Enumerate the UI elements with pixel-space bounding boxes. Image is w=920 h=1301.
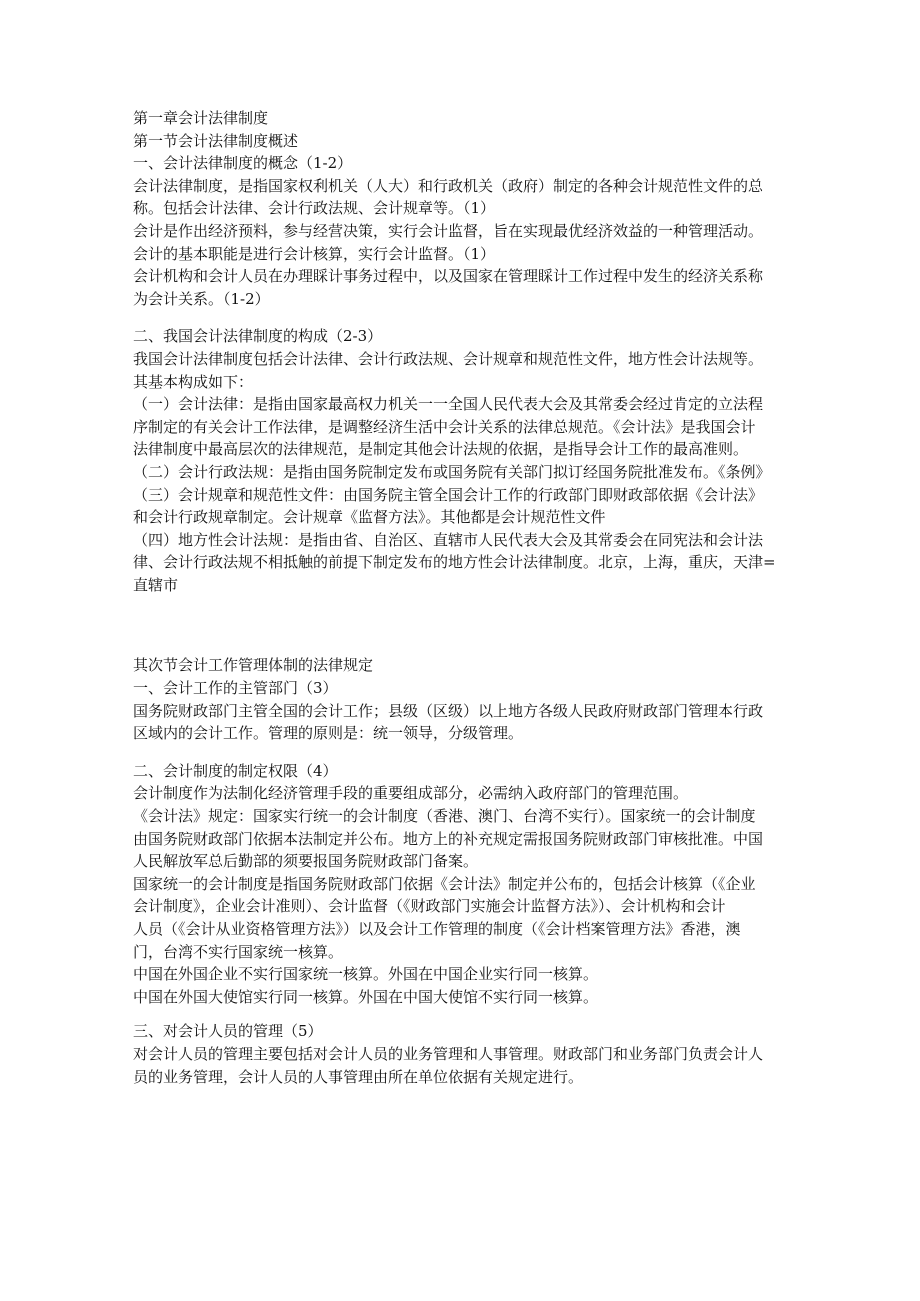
- paragraph-line: 对会计人员的管理主要包括对会计人员的业务管理和人事管理。财政部门和业务部门负责会计人: [133, 1044, 764, 1063]
- paragraph-line: 人民解放军总后勤部的须要报国务院财政部门备案。: [133, 852, 479, 871]
- chapter-title: 第一章会计法律制度: [133, 109, 269, 127]
- paragraph-line: 员的业务管理，会计人员的人事管理由所在单位依据有关规定进行。: [133, 1067, 584, 1086]
- paragraph-line: 中国在外国企业不实行国家统一核算。外国在中国企业实行同一核算。: [133, 965, 599, 984]
- paragraph-line: 序制定的有关会计工作法律，是调整经济生活中会计关系的法律总规范。《会计法》是我国会计: [133, 417, 756, 436]
- paragraph-line: （四）地方性会计法规：是指由省、自治区、直辖市人民代表大会及其常委会在同宪法和会计法: [133, 530, 764, 549]
- paragraph-line: 为会计关系。（1-2）: [133, 289, 270, 308]
- paragraph-line: 法律制度中最高层次的法律规范，是制定其他会计法规的依据，是指导会计工作的最高准则。: [133, 440, 749, 459]
- subsection-heading: 三、对会计人员的管理（5）: [133, 1022, 323, 1041]
- paragraph-line: 律、会计行政法规不相抵触的前提下制定发布的地方性会计法律制度。北京，上海，重庆，天津=: [133, 553, 776, 572]
- paragraph-line: 《会计法》规定：国家实行统一的会计制度（香港、澳门、台湾不实行）。国家统一的会计制度: [133, 807, 756, 826]
- paragraph-line: 中国在外国大使馆实行同一核算。外国在中国大使馆不实行同一核算。: [133, 987, 599, 1006]
- paragraph-line: 我国会计法律制度包括会计法律、会计行政法规、会计规章和规范性文件，地方性会计法规等。: [133, 349, 764, 368]
- paragraph-line: 会计的基本职能是进行会计核算，实行会计监督。（1）: [133, 244, 496, 263]
- paragraph-line: 会计机构和会计人员在办理睬计事务过程中，以及国家在管理睬计工作过程中发生的经济关系称: [133, 267, 764, 286]
- subsection-heading: 二、我国会计法律制度的构成（2-3）: [133, 327, 383, 346]
- paragraph-line: 门，台湾不实行国家统一核算。: [133, 942, 344, 961]
- paragraph-line: 会计是作出经济预料，参与经营决策，实行会计监督，旨在实现最优经济效益的一种管理活动。: [133, 221, 764, 240]
- paragraph-line: 称。包括会计法律、会计行政法规、会计规章等。（1）: [133, 199, 496, 218]
- paragraph-line: 会计法律制度，是指国家权利机关（人大）和行政机关（政府）制定的各种会计规范性文件的总: [133, 176, 764, 195]
- paragraph-line: 人员（《会计从业资格管理方法》）以及会计工作管理的制度（《会计档案管理方法》香港，澳: [133, 920, 741, 938]
- paragraph-line: （二）会计行政法规：是指由国务院制定发布或国务院有关部门拟订经国务院批准发布。《条例》: [133, 462, 771, 481]
- paragraph-line: 和会计行政规章制定。会计规章《监督方法》。其他都是会计规范性文件: [133, 508, 606, 527]
- document-body: [133, 107, 793, 1088]
- spacer: [133, 596, 793, 654]
- paragraph-line: 会计制度》，企业会计准则）、会计监督（《财政部门实施会计监督方法》）、会计机构和会计: [133, 897, 726, 916]
- paragraph-line: 国家统一的会计制度是指国务院财政部门依据《会计法》制定并公布的，包括会计核算（《企业: [133, 874, 756, 893]
- section-title: 其次节会计工作管理体制的法律规定: [133, 656, 374, 675]
- paragraph-line: （三）会计规章和规范性文件：由国务院主管全国会计工作的行政部门即财政部依据《会计法》: [133, 485, 764, 504]
- paragraph-line: 直辖市: [133, 575, 179, 594]
- section-title: 第一节会计法律制度概述: [133, 131, 299, 150]
- subsection-heading: 二、会计制度的制定权限（4）: [133, 761, 338, 780]
- paragraph-line: （一）会计法律：是指由国家最高权力机关一一全国人民代表大会及其常委会经过肯定的立法程: [133, 395, 764, 414]
- spacer: [133, 310, 793, 325]
- spacer: [133, 1008, 793, 1020]
- paragraph-line: 国务院财政部门主管全国的会计工作；县级（区级）以上地方各级人民政府财政部门管理本行政: [133, 701, 764, 720]
- subsection-heading: 一、会计工作的主管部门（3）: [133, 679, 338, 698]
- paragraph-line: 区域内的会计工作。管理的原则是：统一领导，分级管理。: [133, 724, 524, 743]
- subsection-heading: 一、会计法律制度的概念（1-2）: [133, 154, 353, 173]
- paragraph-line: 其基本构成如下：: [133, 372, 254, 391]
- spacer: [133, 745, 793, 760]
- paragraph-line: 由国务院财政部门依据本法制定并公布。地方上的补充规定需报国务院财政部门审核批准。中国: [133, 829, 764, 848]
- paragraph-line: 会计制度作为法制化经济管理手段的重要组成部分，必需纳入政府部门的管理范围。: [133, 784, 689, 803]
